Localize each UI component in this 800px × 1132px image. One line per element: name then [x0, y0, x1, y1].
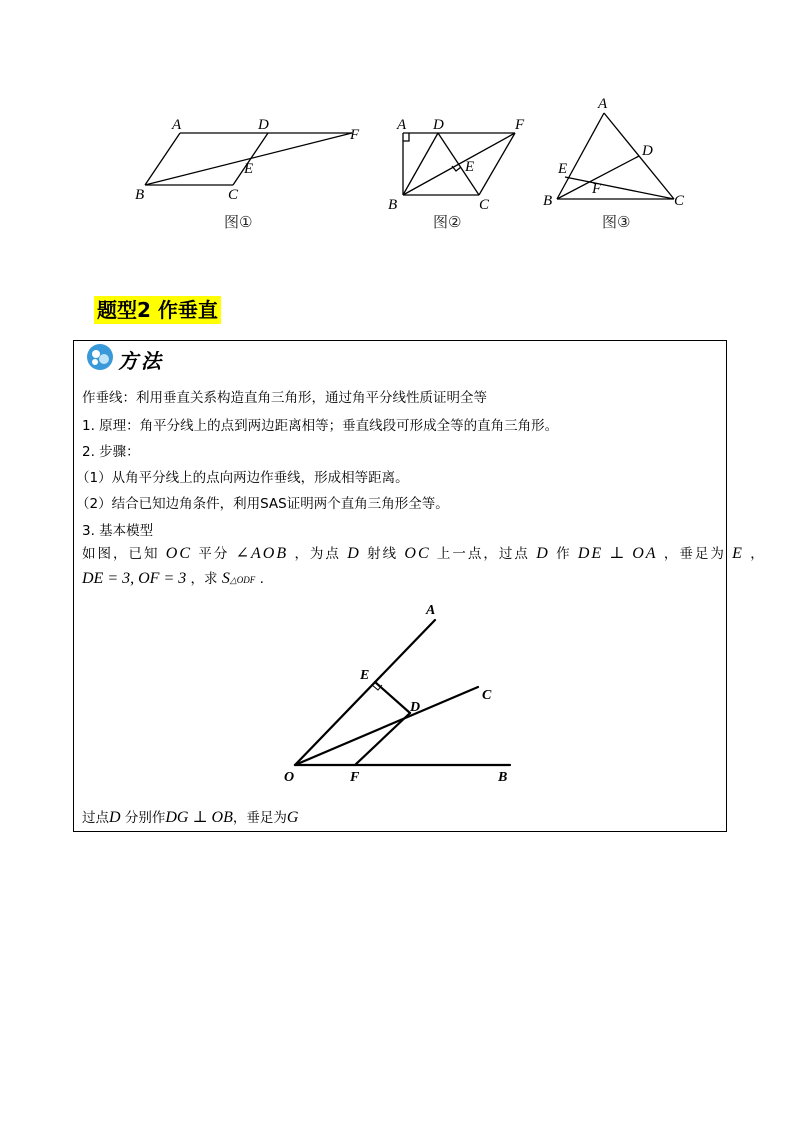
math-angle-aob: ∠AOB [235, 545, 289, 562]
method-steps-title: 2. 步骤： [82, 444, 140, 460]
method-step-1: （1）从角平分线上的点向两边作垂线，形成相等距离。 [76, 470, 409, 486]
conclusion-text: 分别作 [124, 810, 166, 826]
diagram-label-b: B [498, 770, 508, 785]
method-title: 方法 [118, 349, 164, 373]
fig3-label-d: D [642, 143, 653, 159]
fig1-label-a: A [172, 117, 182, 133]
conclusion-text: 过点 [82, 810, 109, 826]
problem-line-2 [82, 567, 264, 588]
figure-2-caption: 图② [433, 213, 462, 231]
fig3-label-f: F [592, 181, 602, 197]
fig2-label-f: F [515, 117, 525, 133]
math-de-perp-oa: DE ⊥ OA [577, 545, 658, 562]
diagram-label-a: A [426, 603, 436, 618]
math-dg-perp-ob: DG ⊥ OB [165, 809, 233, 826]
problem-text: ， [750, 546, 766, 562]
fig2-label-d: D [433, 117, 444, 133]
fig1-label-f: F [350, 127, 360, 143]
section-heading: 题型2 作垂直 [94, 296, 221, 324]
method-step-2: （2）结合已知边角条件，利用SAS证明两个直角三角形全等。 [76, 496, 449, 512]
diagram-label-e: E [360, 668, 370, 683]
fig1-label-b: B [135, 187, 145, 203]
method-principle: 1. 原理：角平分线上的点到两边距离相等；垂直线段可形成全等的直角三角形。 [82, 418, 559, 434]
fig2-label-e: E [465, 159, 475, 175]
problem-text: ，垂足为 [663, 546, 726, 562]
problem-text: 上一点，过点 [436, 546, 530, 562]
method-model-title: 3. 基本模型 [82, 523, 154, 539]
problem-text: . [259, 571, 264, 587]
fig3-label-e: E [558, 161, 568, 177]
fig3-label-c: C [674, 193, 685, 209]
problem-line-1 [82, 542, 766, 563]
fig2-label-c: C [479, 197, 490, 213]
math-d: D [347, 545, 361, 562]
diagram-label-d: D [410, 700, 421, 715]
math-conditions: DE = 3, OF = 3 [82, 570, 187, 587]
fig1-label-d: D [258, 117, 269, 133]
figure-3 [540, 95, 700, 240]
fig2-label-a: A [397, 117, 407, 133]
figure-1-caption: 图① [224, 213, 253, 231]
problem-text: 作 [556, 546, 572, 562]
problem-text: 平分 [198, 546, 230, 562]
problem-text: 如图，已知 [82, 546, 160, 562]
math-d-3: D [109, 809, 121, 826]
fig3-label-a: A [598, 96, 608, 112]
method-icon [86, 343, 114, 371]
fig3-label-b: B [543, 193, 553, 209]
problem-text: ，为点 [294, 546, 341, 562]
fig1-label-c: C [228, 187, 239, 203]
problem-text: 射线 [367, 546, 399, 562]
math-area-s: S [221, 570, 230, 587]
method-intro: 作垂线：利用垂直关系构造直角三角形，通过角平分线性质证明全等 [82, 390, 487, 406]
fig2-label-b: B [388, 197, 398, 213]
conclusion-line [82, 806, 298, 827]
figure-2 [385, 115, 545, 240]
math-d-2: D [536, 545, 550, 562]
diagram-label-o: O [284, 770, 295, 785]
math-oc-2: OC [404, 545, 431, 562]
figure-1 [130, 115, 370, 240]
math-oc: OC [165, 545, 193, 562]
diagram-label-f: F [350, 770, 360, 785]
angle-bisector-diagram [270, 595, 530, 790]
math-g: G [286, 809, 299, 826]
figure-2-diagram [385, 115, 545, 240]
fig1-label-e: E [244, 161, 254, 177]
math-e: E [732, 545, 744, 562]
math-area-subscript: △ODF [229, 575, 256, 585]
problem-text: ，求 [190, 571, 218, 587]
conclusion-text: ，垂足为 [232, 810, 287, 826]
figure-3-caption: 图③ [602, 213, 631, 231]
diagram-label-c: C [482, 688, 492, 703]
angle-bisector-svg [270, 595, 530, 790]
